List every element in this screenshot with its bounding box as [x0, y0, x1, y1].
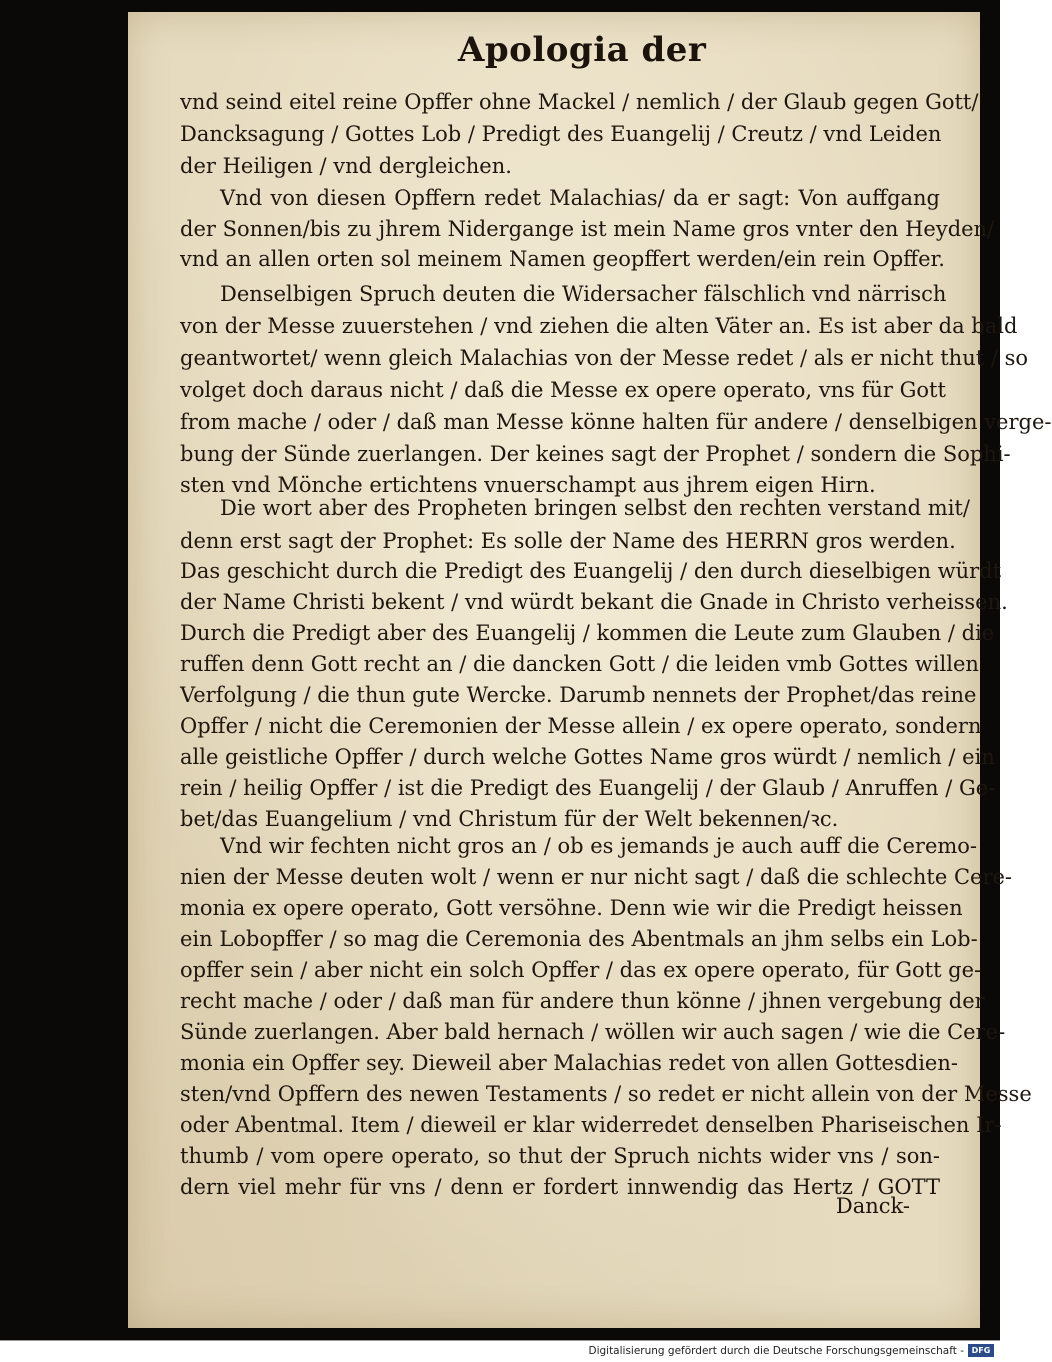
footer-credit: Digitalisierung gefördert durch die Deutsche Forschungsgemeinschaft -: [588, 1345, 964, 1357]
text-line: der Heiligen / vnd dergleichen.: [180, 154, 512, 178]
dfg-logo: DFG: [968, 1344, 994, 1357]
text-line: Vnd von diesen Opffern redet Malachias/ da er sagt: Von auffgang: [220, 186, 940, 210]
footer-bar: [0, 1340, 1000, 1362]
text-line: oder Abentmal. Item / dieweil er klar widerredet denselben Phariseischen Ir-: [180, 1113, 1002, 1137]
text-line: monia ein Opffer sey. Dieweil aber Malachias redet von allen Gottesdien-: [180, 1051, 958, 1075]
text-line: von der Messe zuuerstehen / vnd ziehen die alten Väter an. Es ist aber da bald: [180, 314, 1018, 338]
text-line: alle geistliche Opffer / durch welche Gottes Name gros würdt / nemlich / ein: [180, 745, 995, 769]
text-line: ein Lobopffer / so mag die Ceremonia des Abentmals an jhm selbs ein Lob-: [180, 927, 978, 951]
text-line: bung der Sünde zuerlangen. Der keines sagt der Prophet / sondern die Sophi-: [180, 442, 1011, 466]
text-line: bet/das Euangelium / vnd Christum für der Welt bekennen/ꝛc.: [180, 807, 839, 831]
text-line: Denselbigen Spruch deuten die Widersacher fälschlich vnd närrisch: [220, 282, 947, 306]
text-line: sten/vnd Opffern des newen Testaments / so redet er nicht allein von der Messe: [180, 1082, 1032, 1106]
text-line: from mache / oder / daß man Messe könne halten für andere / denselbigen verge-: [180, 410, 1052, 434]
text-line: monia ex opere operato, Gott versöhne. Denn wie wir die Predigt heissen: [180, 896, 963, 920]
text-line: der Sonnen/bis zu jhrem Nidergange ist mein Name gros vnter den Heyden/: [180, 217, 995, 241]
text-line: der Name Christi bekent / vnd würdt bekant die Gnade in Christo verheissen.: [180, 590, 1008, 614]
text-line: Danck-: [835, 1194, 910, 1218]
text-line: vnd seind eitel reine Opffer ohne Mackel / nemlich / der Glaub gegen Gott/: [180, 90, 979, 114]
text-line: denn erst sagt der Prophet: Es solle der Name des HERRN gros werden.: [180, 529, 956, 553]
text-line: sten vnd Mönche ertichtens vnuerschampt aus jhrem eigen Hirn.: [180, 473, 876, 497]
text-line: opffer sein / aber nicht ein solch Opffer / das ex opere operato, für Gott ge-: [180, 958, 982, 982]
text-line: recht mache / oder / daß man für andere thun könne / jhnen vergebung der: [180, 989, 985, 1013]
text-line: Verfolgung / die thun gute Wercke. Darumb nennets der Prophet/das reine: [180, 683, 977, 707]
text-line: thumb / vom opere operato, so thut der Spruch nichts wider vns / son-: [180, 1144, 940, 1168]
text-line: Sünde zuerlangen. Aber bald hernach / wöllen wir auch sagen / wie die Cere-: [180, 1020, 1006, 1044]
text-line: vnd an allen orten sol meinem Namen geopffert werden/ein rein Opffer.: [180, 247, 945, 271]
text-line: Durch die Predigt aber des Euangelij / kommen die Leute zum Glauben / die: [180, 621, 995, 645]
text-line: Die wort aber des Propheten bringen selbst den rechten verstand mit/: [220, 496, 970, 520]
running-head: Apologia der: [458, 30, 707, 70]
text-line: dern viel mehr für vns / denn er fordert innwendig das Hertz / GOTT: [180, 1175, 940, 1199]
text-line: Dancksagung / Gottes Lob / Predigt des Euangelij / Creutz / vnd Leiden: [180, 122, 942, 146]
text-line: ruffen denn Gott recht an / die dancken Gott / die leiden vmb Gottes willen: [180, 652, 979, 676]
text-line: Das geschicht durch die Predigt des Euangelij / den durch dieselbigen würdt: [180, 559, 1002, 583]
text-line: Opffer / nicht die Ceremonien der Messe allein / ex opere operato, sondern: [180, 714, 982, 738]
text-line: geantwortet/ wenn gleich Malachias von der Messe redet / als er nicht thut / so: [180, 346, 1029, 370]
text-line: Vnd wir fechten nicht gros an / ob es jemands je auch auff die Ceremo-: [220, 834, 978, 858]
text-line: nien der Messe deuten wolt / wenn er nur nicht sagt / daß die schlechte Cere-: [180, 865, 1013, 889]
text-line: rein / heilig Opffer / ist die Predigt des Euangelij / der Glaub / Anruffen / Ge-: [180, 776, 996, 800]
text-line: volget doch daraus nicht / daß die Messe ex opere operato, vns für Gott: [180, 378, 946, 402]
